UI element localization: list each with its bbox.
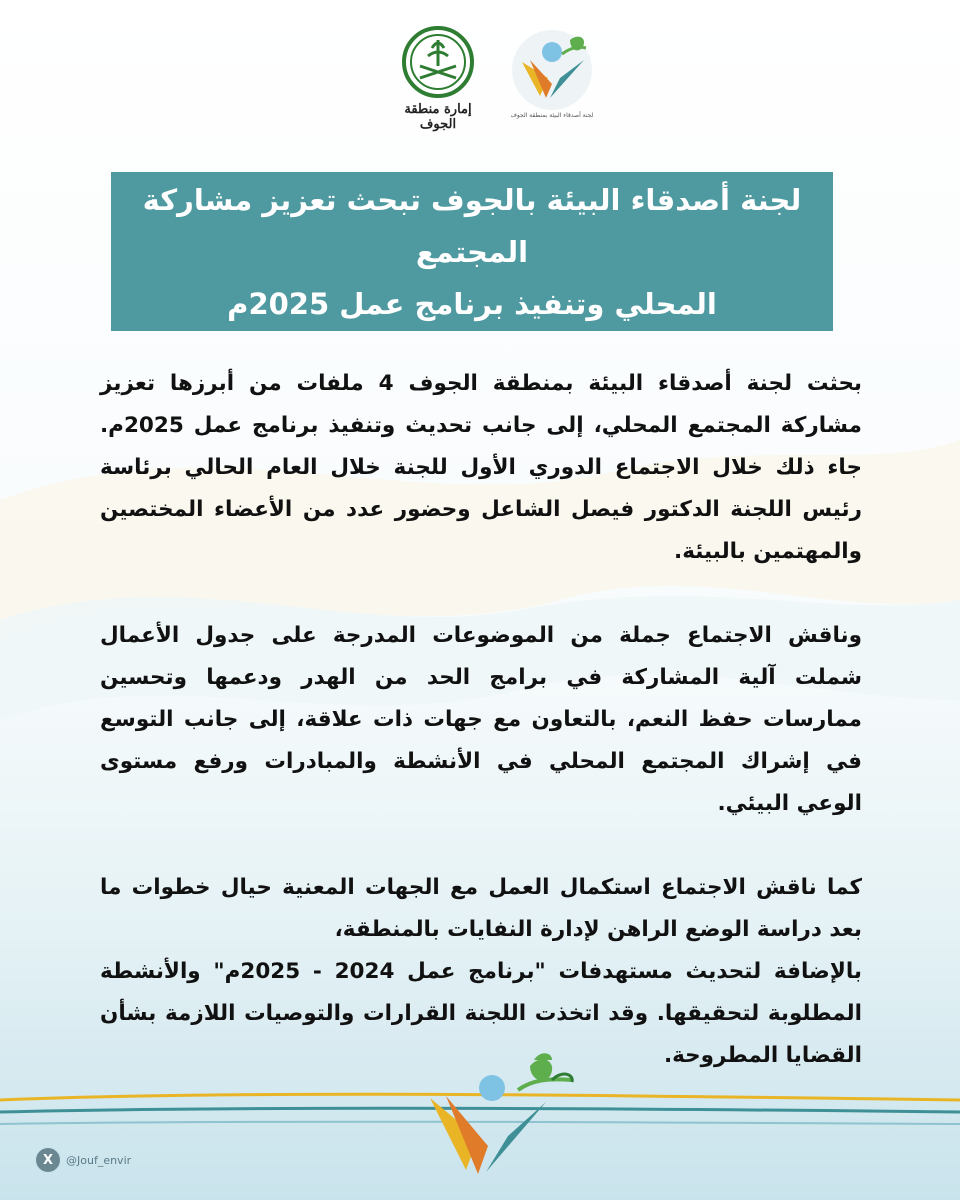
env-committee-emblem-icon <box>500 26 604 112</box>
x-icon: X <box>36 1148 60 1172</box>
title-line-2: المحلي وتنفيذ برنامج عمل 2025م <box>227 286 717 321</box>
env-logo-text: لجنة أصدقاء البيئة بمنطقة الجوف <box>510 112 594 119</box>
title-line-1: لجنة أصدقاء البيئة بالجوف تبحث تعزيز مشاركة المجتمع <box>142 182 802 269</box>
env-committee-logo <box>500 26 604 130</box>
paragraph-1: بحثت لجنة أصدقاء البيئة بمنطقة الجوف 4 ملفات من أبرزها تعزيز مشاركة المجتمع المحلي، إلى جانب تحديث وتنفيذ برنامج عمل 2025م. جاء ذلك خلال الاجتماع الدوري الأول للجنة خلال العام الحالي برئاسة رئيس اللجنة الدكتور فيصل الشاعل وحضور عدد من الأعضاء المختصين والمهتمين بالبيئة. <box>100 371 863 564</box>
paragraph-gap <box>100 825 862 867</box>
emirate-logo <box>388 26 488 130</box>
title-banner <box>111 172 833 331</box>
paragraph-2: وناقش الاجتماع جملة من الموضوعات المدرجة على جدول الأعمال شملت آلية المشاركة في برامج الحد من الهدر ودعمها وتحسين ممارسات حفظ النعم، بالتعاون مع جهات ذات علاقة، إلى جانب التوسع في إشراك المجتمع المحلي في الأنشطة والمبادرات ورفع مستوى الوعي البيئي. <box>100 623 862 816</box>
footer-logo-icon <box>422 1050 582 1180</box>
page-title <box>132 174 812 330</box>
header-logos <box>0 22 960 132</box>
article-body <box>100 363 862 1077</box>
paragraph-gap <box>100 573 862 615</box>
social-handle-text: @Jouf_envir <box>66 1153 132 1167</box>
paragraph-3a: كما ناقش الاجتماع استكمال العمل مع الجهات المعنية حيال خطوات ما بعد دراسة الوضع الراهن لإدارة النفايات بالمنطقة، <box>100 875 862 942</box>
emirate-logo-text: إمارة منطقة الجوف <box>404 102 472 132</box>
paragraph-3b: بالإضافة لتحديث مستهدفات "برنامج عمل 2024 - 2025م" والأنشطة المطلوبة لتحقيقها. وقد اتخذت اللجنة القرارات والتوصيات اللازمة بشأن القضايا المطروحة. <box>100 959 862 1068</box>
emirate-emblem-icon <box>388 26 488 104</box>
social-handle[interactable] <box>36 1148 131 1172</box>
